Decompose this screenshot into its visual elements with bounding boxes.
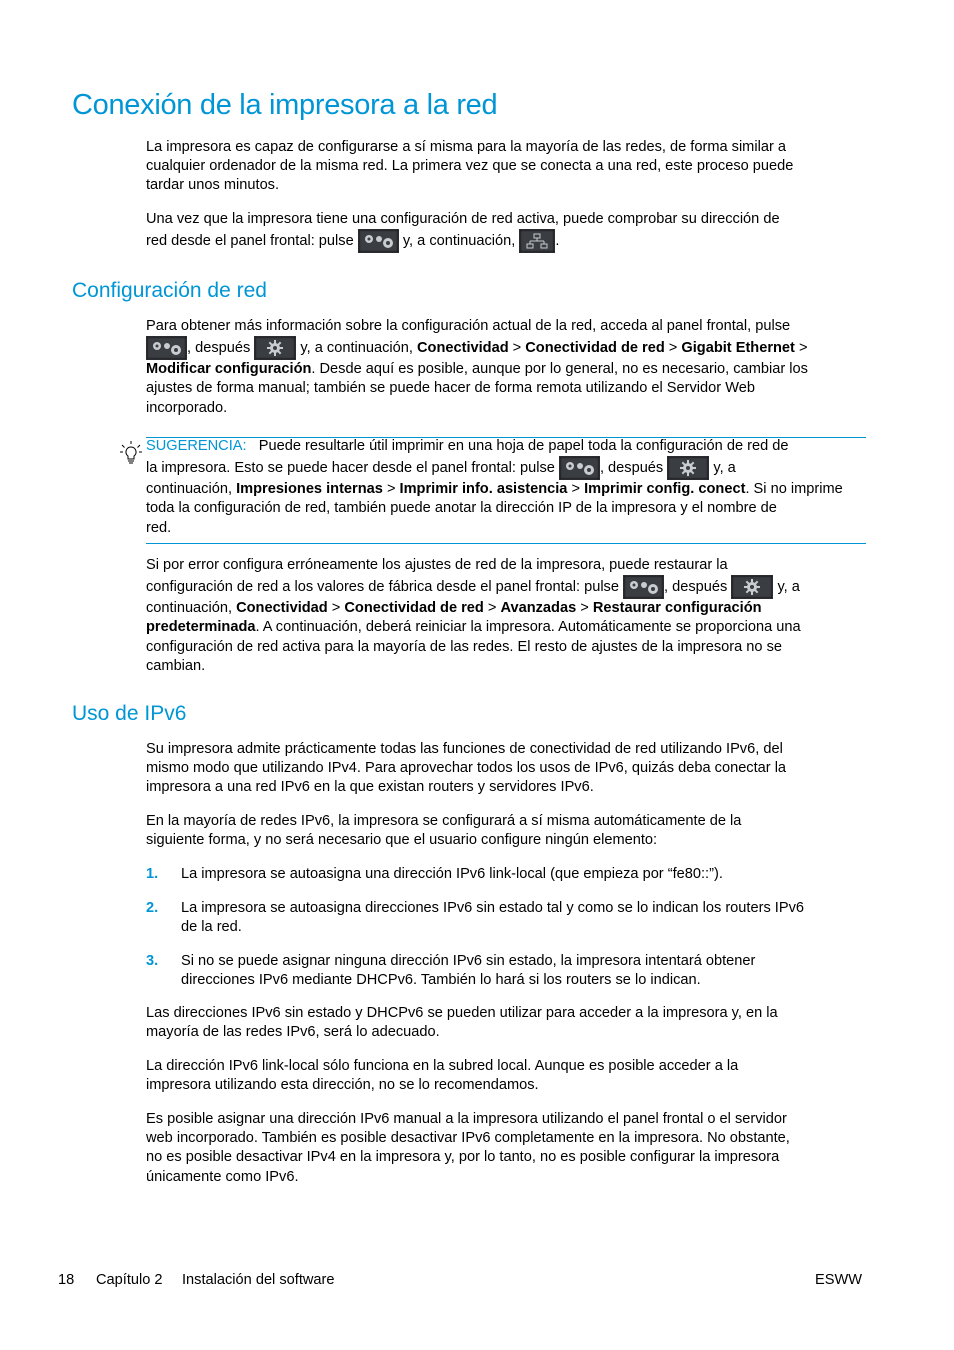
text-line: tardar unos minutos. xyxy=(146,177,280,194)
ipv6-paragraph-5 xyxy=(146,1110,868,1187)
text-line: únicamente como IPv6. xyxy=(146,1168,299,1185)
text-line: red. xyxy=(146,519,172,536)
path-separator: > xyxy=(483,600,501,617)
text-span: . A continuación, deberá reiniciar la impresora. Automáticamente se proporciona una xyxy=(255,619,801,636)
menu-path-item: Avanzadas xyxy=(500,600,577,617)
path-separator: > xyxy=(327,600,345,617)
text-line xyxy=(146,437,868,456)
text-span: configuración de red a los valores de fábrica desde el panel frontal: pulse xyxy=(146,579,619,596)
menu-path-item: Conectividad de red xyxy=(344,600,484,617)
text-line: impresora utilizando esta dirección, no se lo recomendamos. xyxy=(146,1077,539,1094)
text-line xyxy=(146,229,868,253)
footer-chapter: Capítulo 2 xyxy=(96,1272,163,1288)
ipv6-paragraph-2 xyxy=(146,812,868,850)
text-span: y, a continuación, xyxy=(402,233,516,250)
text-line xyxy=(146,599,868,618)
text-line: incorporado. xyxy=(146,399,228,416)
text-span: continuación, xyxy=(146,481,233,498)
section-heading-config: Configuración de red xyxy=(72,279,267,302)
settings-icon xyxy=(146,336,187,360)
text-line: En la mayoría de redes IPv6, la impresora se configurará a sí misma automáticamente de la xyxy=(146,813,742,829)
menu-path-item: Modificar configuración xyxy=(146,361,312,378)
text-line: Si por error configura erróneamente los ajustes de red de la impresora, puede restaurar la xyxy=(146,557,728,573)
text-line xyxy=(146,456,868,480)
path-separator: > xyxy=(794,340,808,357)
settings-icon xyxy=(623,575,664,599)
text-line: La impresora se autoasigna una dirección IPv6 link-local (que empieza por “fe80::”). xyxy=(181,866,723,882)
tip-label: SUGERENCIA: xyxy=(146,438,247,454)
menu-path-item: Imprimir config. conect xyxy=(584,481,746,498)
ipv6-paragraph-4 xyxy=(146,1057,868,1095)
network-icon xyxy=(519,229,555,253)
text-line: impresora a una red IPv6 en la que existan routers y servidores IPv6. xyxy=(146,779,594,796)
tip-paragraph xyxy=(146,437,868,538)
page-number: 18 xyxy=(58,1272,75,1288)
tip-bottom-rule xyxy=(146,543,866,544)
text-line xyxy=(146,575,868,599)
gear-icon xyxy=(254,336,296,360)
text-span: y, a xyxy=(777,579,800,596)
footer-locale: ESWW xyxy=(815,1272,863,1288)
list-item-number: 2. xyxy=(146,900,159,916)
settings-icon xyxy=(358,229,399,253)
text-line: La impresora se autoasigna direcciones IPv6 sin estado tal y como se lo indican los routers IPv6 xyxy=(181,900,804,916)
menu-path-item: Conectividad xyxy=(236,600,328,617)
config-paragraph xyxy=(146,317,868,418)
text-line: Para obtener más información sobre la configuración actual de la red, acceda al panel frontal, pulse xyxy=(146,318,791,334)
text-line: La dirección IPv6 link-local sólo funciona en la subred local. Aunque es posible acceder a la xyxy=(146,1058,739,1074)
text-line: de la red. xyxy=(181,919,242,936)
text-line: Una vez que la impresora tiene una configuración de red activa, puede comprobar su dirección de xyxy=(146,211,780,227)
text-line: siguiente forma, y no será necesario que el usuario configure ningún elemento: xyxy=(146,832,658,849)
text-span: Puede resultarle útil imprimir en una hoja de papel toda la configuración de red de xyxy=(258,438,789,454)
text-line: ajustes de forma manual; también se puede hacer de forma remota utilizando el Servidor Web xyxy=(146,380,755,397)
menu-path-item: Conectividad xyxy=(416,340,509,357)
text-span: , después xyxy=(664,579,728,596)
text-span: y, a xyxy=(713,460,736,477)
section-heading-ipv6: Uso de IPv6 xyxy=(72,702,187,725)
text-line: configuración de red activa para la mayoría de las redes. El resto de ajustes de la impresora no se xyxy=(146,638,782,655)
text-span: . Si no imprime xyxy=(745,481,843,498)
settings-icon xyxy=(559,456,600,480)
path-separator: > xyxy=(508,340,526,357)
text-line xyxy=(146,336,868,360)
text-line: cambian. xyxy=(146,657,206,674)
path-separator: > xyxy=(664,340,682,357)
intro-paragraph-1 xyxy=(146,138,868,196)
text-line: Su impresora admite prácticamente todas las funciones de conectividad de red utilizando IPv6, del xyxy=(146,741,783,757)
text-span: , después xyxy=(599,460,664,477)
menu-path-item: Imprimir info. asistencia xyxy=(399,481,568,498)
ipv6-paragraph-1 xyxy=(146,740,868,798)
text-line: no es posible desactivar IPv4 en la impresora y, por lo tanto, no es posible configurar la impresora xyxy=(146,1149,780,1166)
text-line: La impresora es capaz de configurarse a sí misma para la mayoría de las redes, de forma similar a xyxy=(146,139,786,155)
ipv6-paragraph-3 xyxy=(146,1004,868,1042)
text-line xyxy=(146,360,868,379)
text-line: Si no se puede asignar ninguna dirección IPv6 sin estado, la impresora intentará obtener xyxy=(181,953,756,969)
list-item xyxy=(181,952,871,990)
text-line: Las direcciones IPv6 sin estado y DHCPv6 se pueden utilizar para acceder a la impresora y, en la xyxy=(146,1005,778,1021)
text-span: continuación, xyxy=(146,600,233,617)
text-line: mayoría de las redes IPv6, será lo adecuado. xyxy=(146,1024,440,1041)
text-span: y, a continuación, xyxy=(300,340,413,357)
menu-path-item: predeterminada xyxy=(146,619,256,636)
text-span: , después xyxy=(187,340,251,357)
list-item xyxy=(181,899,871,937)
text-line: toda la configuración de red, también puede anotar la dirección IP de la impresora y el nombre de xyxy=(146,500,777,517)
gear-icon xyxy=(731,575,773,599)
menu-path-item: Restaurar configuración xyxy=(592,600,762,617)
text-line xyxy=(146,618,868,637)
text-line: cualquier ordenador de la misma red. La primera vez que se conecta a una red, este proceso puede xyxy=(146,158,794,175)
path-separator: > xyxy=(382,481,400,498)
list-item-number: 3. xyxy=(146,953,159,969)
lightbulb-icon xyxy=(119,440,143,466)
list-item xyxy=(181,865,871,884)
text-line: direcciones IPv6 mediante DHCPv6. También lo hará si los routers se lo indican. xyxy=(181,972,701,989)
text-span: . xyxy=(555,233,560,250)
menu-path-item: Conectividad de red xyxy=(525,340,665,357)
gear-icon xyxy=(667,456,709,480)
text-span: la impresora. Esto se puede hacer desde el panel frontal: pulse xyxy=(146,460,555,477)
path-separator: > xyxy=(567,481,585,498)
text-line: Es posible asignar una dirección IPv6 manual a la impresora utilizando el panel frontal o el servidor xyxy=(146,1111,787,1127)
path-separator: > xyxy=(576,600,593,617)
text-line xyxy=(146,480,868,499)
intro-paragraph-2 xyxy=(146,210,868,253)
list-item-number: 1. xyxy=(146,866,159,882)
text-line: web incorporado. También es posible desactivar IPv6 completamente en la impresora. No obstante, xyxy=(146,1130,790,1147)
text-span: . Desde aquí es posible, aunque por lo general, no es necesario, cambiar los xyxy=(311,361,808,378)
menu-path-item: Impresiones internas xyxy=(236,481,383,498)
page-title: Conexión de la impresora a la red xyxy=(72,89,498,121)
text-line: mismo modo que utilizando IPv4. Para aprovechar todos los usos de IPv6, quizás deba conectar la xyxy=(146,760,787,777)
text-span: red desde el panel frontal: pulse xyxy=(146,233,354,250)
restore-paragraph xyxy=(146,556,868,676)
menu-path-item: Gigabit Ethernet xyxy=(681,340,795,357)
footer-chapter-title: Instalación del software xyxy=(182,1272,335,1288)
